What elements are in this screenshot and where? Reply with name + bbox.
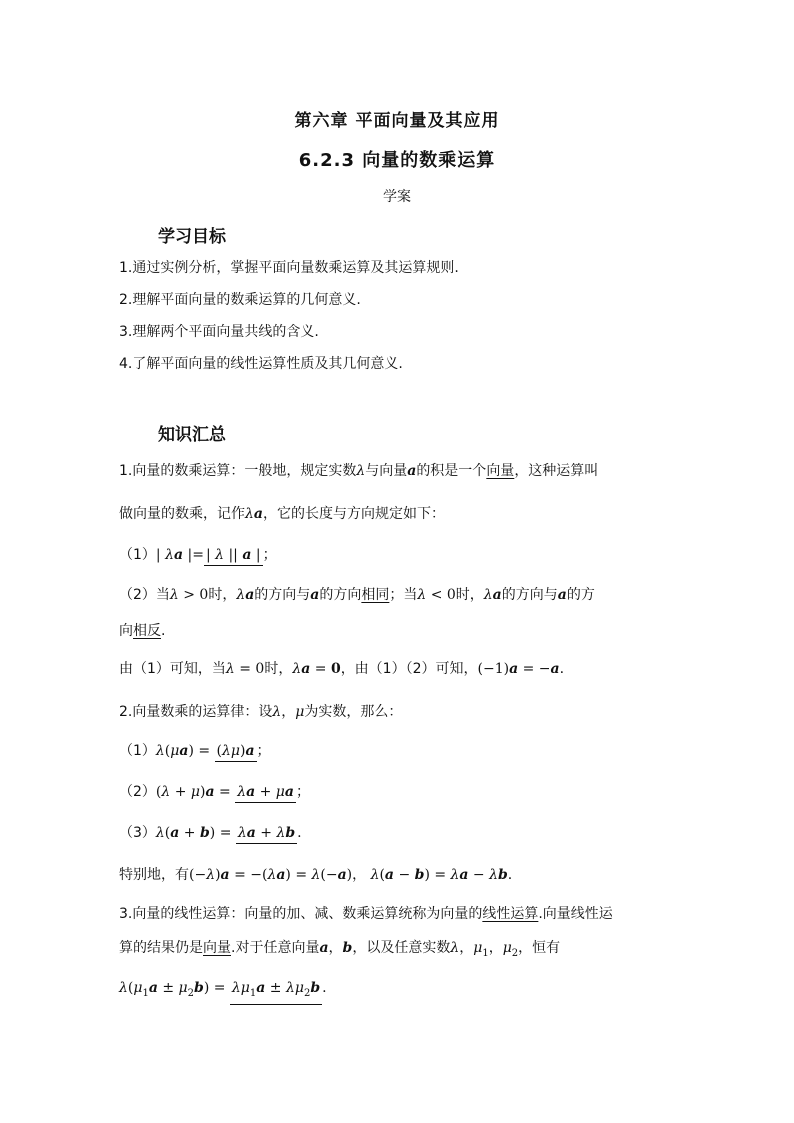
goal-item: 3.理解两个平面向量共线的含义. — [119, 324, 319, 340]
knowledge-p1-line1: 1.向量的数乘运算：一般地，规定实数λ与向量a的积是一个向量，这种运算叫 — [119, 463, 599, 479]
knowledge-heading: 知识汇总 — [158, 425, 226, 445]
knowledge-p3-line2: 算的结果仍是向量.对于任意向量a，b，以及任意实数λ，$\mu_1$，$\mu_2$，恒有 — [119, 940, 561, 959]
answer-blank: λa + λb — [236, 823, 297, 844]
goal-item: 4.了解平面向量的线性运算性质及其几何意义. — [119, 356, 403, 372]
law-2: （2）(λ + μ)a = λa + μa ； — [119, 782, 310, 803]
goals-heading: 学习目标 — [158, 227, 226, 247]
knowledge-p2: 2.向量数乘的运算律：设λ，μ为实数，那么： — [119, 704, 403, 720]
goal-item: 2.理解平面向量的数乘运算的几何意义. — [119, 292, 361, 308]
goal-item: 1.通过实例分析，掌握平面向量数乘运算及其运算规则. — [119, 260, 459, 276]
answer-blank: | λ || a | — [204, 545, 263, 566]
subtitle: 学案 — [383, 189, 411, 205]
linear-identity: $\lambda(\mu_1a \pm \mu_2b) = \lambda\mu_1a \pm \lambda\mu_2b$ . — [119, 978, 327, 1005]
answer-blank: (λμ)a — [215, 741, 257, 762]
section-title: 6.2.3 向量的数乘运算 — [298, 150, 496, 171]
rule-2: （2）当λ > 0时，λa的方向与a的方向相同；当λ < 0时，λa的方向与a的方 — [119, 587, 595, 603]
answer-blank: 相同 — [361, 587, 390, 603]
knowledge-p1-line2: 做向量的数乘，记作λa，它的长度与方向规定如下： — [119, 506, 445, 522]
chapter-title: 第六章 平面向量及其应用 — [294, 111, 500, 131]
special-case: 特别地，有(−λ)a = −(λa) = λ(−a)， λ(a − b) = λa − λb. — [119, 867, 513, 883]
rule-1: （1）| λa |= | λ || a | ； — [119, 545, 277, 566]
answer-blank: λa + μa — [235, 782, 296, 803]
knowledge-p3-line1: 3.向量的线性运算：向量的加、减、数乘运算统称为向量的线性运算.向量线性运 — [119, 906, 613, 922]
rule-2-cont: 向相反. — [119, 623, 166, 639]
answer-blank: 向量 — [486, 463, 515, 479]
answer-blank: $\lambda\mu_1a \pm \lambda\mu_2b$ — [230, 978, 322, 1005]
answer-blank: 相反 — [133, 623, 161, 639]
law-3: （3）λ(a + b) = λa + λb . — [119, 823, 302, 844]
answer-blank: 线性运算 — [482, 906, 539, 922]
rule-3: 由（1）可知，当λ = 0时，λa = 0，由（1）（2）可知，(−1)a = −a. — [119, 661, 565, 677]
law-1: （1）λ(μa) = (λμ)a ； — [119, 741, 271, 762]
answer-blank: 向量 — [203, 940, 231, 956]
